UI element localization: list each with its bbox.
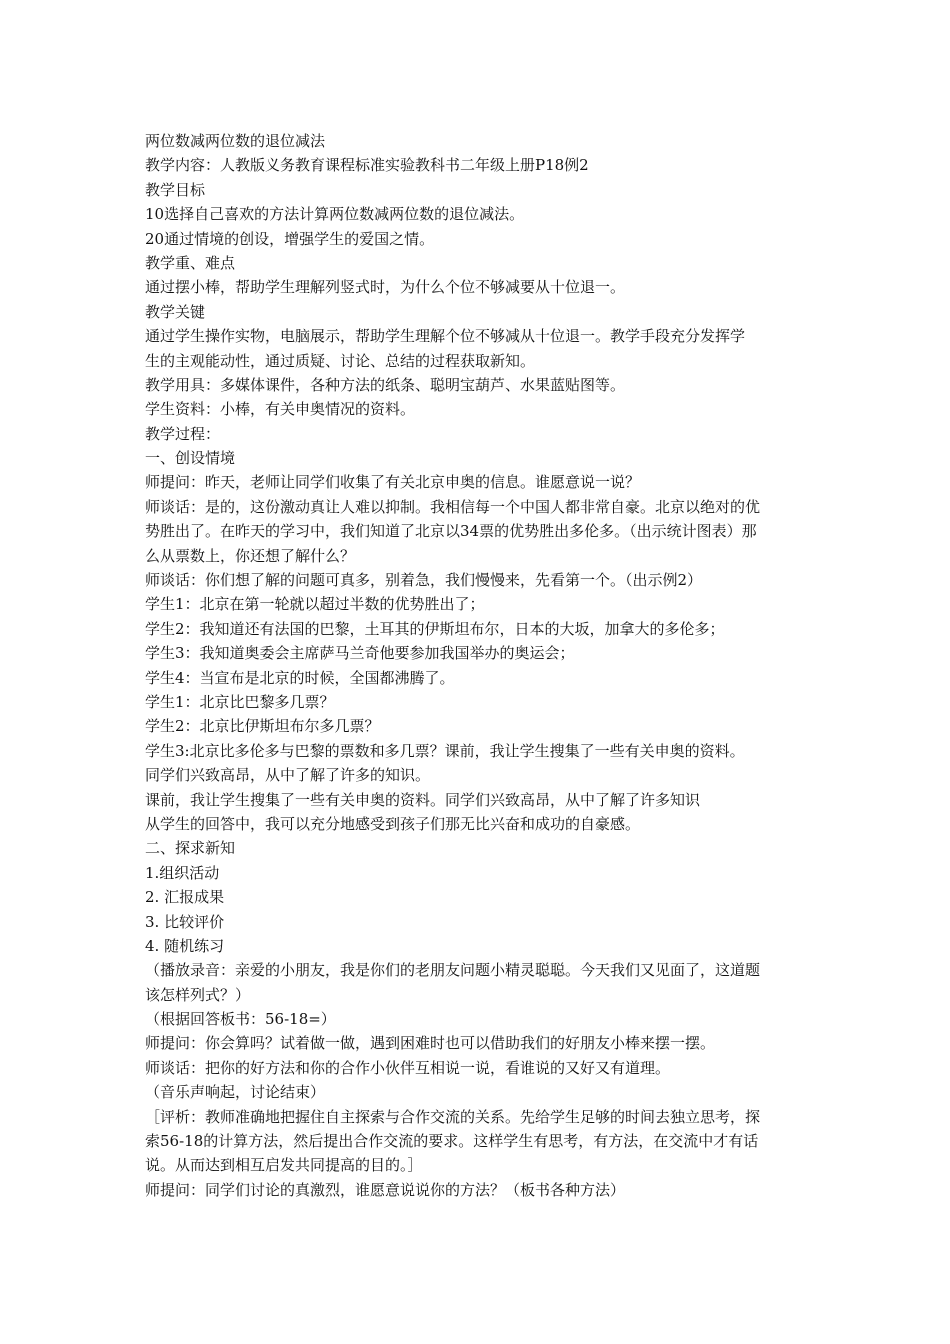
- teaching-tools: 教学用具：多媒体课件，各种方法的纸条、聪明宝葫芦、水果蓝贴图等。: [145, 375, 626, 394]
- list-item: 4. 随机练习: [145, 936, 225, 955]
- teaching-content: 教学内容：人教版义务教育课程标准实验教科书二年级上册P18例2: [145, 156, 589, 175]
- subheading-explore-new: 二、探求新知: [145, 839, 236, 858]
- list-item: 1.组织活动: [145, 863, 220, 882]
- text-line: 师谈话：把你的好方法和你的合作小伙伴互相说一说，看谁说的又好又有道理。: [145, 1058, 671, 1077]
- key-difficult-text: 通过摆小棒，帮助学生理解列竖式时，为什么个位不够减要从十位退一。: [145, 278, 626, 297]
- commentary-line: ［评析：教师准确地把握住自主探索与合作交流的关系。先给学生足够的时间去独立思考，探: [145, 1107, 761, 1126]
- text-line: 师谈话：你们想了解的问题可真多，别着急，我们慢慢来，先看第一个。（出示例2）: [145, 571, 703, 590]
- text-line: 师提问：同学们讨论的真激烈，谁愿意说说你的方法？（板书各种方法）: [145, 1180, 626, 1199]
- section-heading-objectives: 教学目标: [145, 180, 206, 199]
- text-line: 学生1：北京比巴黎多几票？: [145, 692, 335, 711]
- text-line: 师提问：昨天，老师让同学们收集了有关北京申奥的信息。谁愿意说一说？: [145, 473, 641, 492]
- text-line: 学生3：我知道奥委会主席萨马兰奇他要参加我国举办的奥运会；: [145, 644, 575, 663]
- section-heading-process: 教学过程：: [145, 424, 221, 443]
- text-line: （根据回答板书：56-18=）: [145, 1010, 336, 1029]
- commentary-line: 说。从而达到相互启发共同提高的目的。］: [145, 1156, 423, 1175]
- document-title: 两位数减两位数的退位减法: [145, 132, 326, 150]
- text-line: 从学生的回答中，我可以充分地感受到孩子们那无比兴奋和成功的自豪感。: [145, 814, 641, 833]
- text-line: 该怎样列式？）: [145, 985, 251, 1004]
- text-line: 学生4：当宣布是北京的时候，全国都沸腾了。: [145, 668, 455, 687]
- list-item: 2. 汇报成果: [145, 888, 225, 907]
- text-line: 势胜出了。在昨天的学习中，我们知道了北京以34票的优势胜出多伦多。（出示统计图表）那: [145, 522, 757, 541]
- key-text-line-2: 生的主观能动性，通过质疑、讨论、总结的过程获取新知。: [145, 351, 536, 370]
- student-materials: 学生资料：小棒，有关申奥情况的资料。: [145, 400, 416, 419]
- text-line: 师提问：你会算吗？试着做一做，遇到困难时也可以借助我们的好朋友小棒来摆一摆。: [145, 1034, 716, 1053]
- text-line: 学生2：我知道还有法国的巴黎，土耳其的伊斯坦布尔，日本的大坂，加拿大的多伦多；: [145, 619, 725, 638]
- text-line: （播放录音：亲爱的小朋友，我是你们的老朋友问题小精灵聪聪。今天我们又见面了，这道题: [145, 961, 761, 980]
- objective-1: 10选择自己喜欢的方法计算两位数减两位数的退位减法。: [145, 205, 525, 224]
- key-text-line-1: 通过学生操作实物，电脑展示，帮助学生理解个位不够减从十位退一。教学手段充分发挥学: [145, 327, 746, 346]
- text-line: 学生1：北京在第一轮就以超过半数的优势胜出了；: [145, 595, 485, 614]
- subheading-create-situation: 一、创设情境: [145, 449, 236, 468]
- text-line: （音乐声响起，讨论结束）: [145, 1083, 326, 1102]
- text-line: 学生2：北京比伊斯坦布尔多几票？: [145, 717, 380, 736]
- section-heading-key-difficult: 教学重、难点: [145, 253, 236, 272]
- text-line: 学生3:北京比多伦多与巴黎的票数和多几票？课前，我让学生搜集了一些有关申奥的资料。: [145, 741, 745, 760]
- list-item: 3. 比较评价: [145, 912, 225, 931]
- objective-2: 20通过情境的创设，增强学生的爱国之情。: [145, 229, 435, 248]
- text-line: 么从票数上，你还想了解什么？: [145, 546, 356, 565]
- text-line: 同学们兴致高昂，从中了解了许多的知识。: [145, 766, 431, 785]
- document-page: [145, 129, 817, 1202]
- section-heading-key: 教学关键: [145, 302, 206, 321]
- text-line: 师谈话：是的，这份激动真让人难以抑制。我相信每一个中国人都非常自豪。北京以绝对的优: [145, 497, 761, 516]
- commentary-line: 索56-18的计算方法，然后提出合作交流的要求。这样学生有思考，有方法，在交流中才有话: [145, 1132, 759, 1151]
- text-line: 课前，我让学生搜集了一些有关申奥的资料。同学们兴致高昂，从中了解了许多知识: [145, 790, 701, 809]
